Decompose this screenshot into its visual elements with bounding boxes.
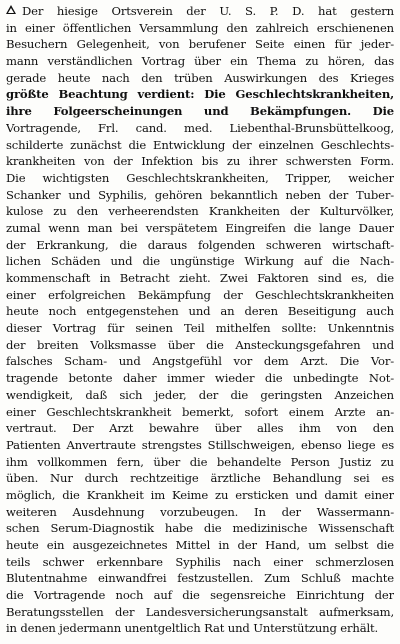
article-line-text: Patienten Anvertraute strengstes Stillschweigen, ebenso liege es xyxy=(6,437,394,452)
article-line-text: falsches Scham- und Angstgefühl vor dem Arzt. Die Vor- xyxy=(6,354,394,369)
article-line-text: heute noch entgegenstehen und an deren Beseitigung auch xyxy=(6,304,394,319)
article-line-text: dieser Vortrag für seinen Teil mithelfen sollte: Unkenntnis xyxy=(6,321,394,336)
article-line-text: Blutentnahme einwandfrei festzustellen. Zum Schluß machte xyxy=(6,571,394,586)
article-line xyxy=(6,170,394,187)
article-line-text: krankheiten von der Infektion bis zu ihrer schwersten Form. xyxy=(6,154,394,169)
article-line xyxy=(6,587,394,604)
article-line xyxy=(6,337,394,354)
article-line-text: größte Beachtung verdient: Die Geschlechtskrankheiten, xyxy=(6,87,394,102)
article-line xyxy=(6,487,394,504)
article-line xyxy=(6,253,394,270)
article-line xyxy=(6,53,394,70)
article-line-text: Schanker und Syphilis, gehören bekanntlich neben der Tuber- xyxy=(6,187,394,202)
article-line-text: in denen jedermann unentgeltlich Rat und Unterstützung erhält. xyxy=(6,621,379,636)
article-line xyxy=(6,404,394,421)
article-line xyxy=(6,454,394,471)
article-line-text: ihm vollkommen fern, über die behandelte Person Justiz zu xyxy=(6,454,394,469)
article-line-text: Besuchern Gelegenheit, von berufener Seite einen für jeder- xyxy=(6,37,394,52)
article-line-text: tragende betonte daher immer wieder die unbedingte Not- xyxy=(6,371,394,386)
article-line-text: heute ein ausgezeichnetes Mittel in der Hand, um selbst die xyxy=(6,538,394,552)
triangle-marker-icon xyxy=(6,5,16,14)
article-line xyxy=(6,620,394,637)
article-line-text: möglich, die Krankheit im Keime zu ersticken und damit einer xyxy=(6,487,394,502)
article-line xyxy=(6,370,394,387)
article-line xyxy=(6,287,394,304)
article-line xyxy=(6,537,394,554)
article-line xyxy=(6,570,394,587)
article-line-text: Die wichtigsten Geschlechtskrankheiten, Tripper, weicher xyxy=(6,170,394,185)
article-line-text: weiteren Ausdehnung vorzubeugen. In der Wassermann- xyxy=(6,504,394,519)
article-line-text: wendigkeit, daß sich jeder, der die geringsten Anzeichen xyxy=(6,387,394,402)
article-line-text: Beratungsstellen der Landesversicherungsanstalt aufmerksam, xyxy=(6,604,394,619)
article-line-text: einer erfolgreichen Bekämpfung der Geschlechtskrankheiten xyxy=(6,287,394,302)
article-line xyxy=(6,153,394,170)
article-line-text: gerade heute nach den trüben Auswirkungen des Krieges xyxy=(6,70,394,85)
article-line-text: kulose zu den verheerendsten Krankheiten der Kulturvölker, xyxy=(6,204,394,219)
article-line-text: zumal wenn man bei verspätetem Eingreifen die lange Dauer xyxy=(6,220,394,235)
article-line xyxy=(6,437,394,454)
article-line xyxy=(6,120,394,137)
article-line xyxy=(6,554,394,571)
article-line-text: üben. Nur durch rechtzeitige ärztliche Behandlung sei es xyxy=(6,471,394,486)
article-line-text: einer Geschlechtskrankheit bemerkt, sofort einem Arzte an- xyxy=(6,404,394,419)
article-line-text: in einer öffentlichen Versammlung den zahlreich erschienenen xyxy=(6,20,394,35)
article-line xyxy=(6,187,394,204)
article-line-text: Der hiesige Ortsverein der U. S. P. D. hat gestern xyxy=(22,4,394,18)
article-line xyxy=(6,36,394,53)
article-line xyxy=(6,303,394,320)
article-line-text: teils schwer erkennbare Syphilis nach einer schmerzlosen xyxy=(6,554,394,569)
article-line-text: schen Serum-Diagnostik habe die medizinische Wissenschaft xyxy=(6,521,394,536)
article-line xyxy=(6,237,394,254)
article-line xyxy=(6,470,394,487)
article-line xyxy=(6,420,394,437)
article-line xyxy=(6,270,394,287)
article-line xyxy=(6,3,394,20)
article-line xyxy=(6,70,394,87)
article-line-text: der breiten Volksmasse über die Ansteckungsgefahren und xyxy=(6,337,394,352)
article-line-text: lichen Schäden und die ungünstige Wirkung auf die Nach- xyxy=(6,254,394,269)
article-line xyxy=(6,103,394,120)
article-line xyxy=(6,86,394,103)
article-line xyxy=(6,203,394,220)
article-line xyxy=(6,387,394,404)
article-line-text: mann verständlichen Vortrag über ein Thema zu hören, das xyxy=(6,54,394,69)
article-line xyxy=(6,220,394,237)
article-line xyxy=(6,520,394,537)
article-line-text: vertraut. Der Arzt bewahre über alles ihm von den xyxy=(6,421,394,436)
article-body xyxy=(6,3,394,637)
article-line-text: Vortragende, Frl. cand. med. Liebenthal-Brunsbüttelkoog, xyxy=(6,120,394,135)
article-line-text: der Erkrankung, die daraus folgenden schweren wirtschaft- xyxy=(6,237,394,252)
article-line-text: ihre Folgeerscheinungen und Bekämpfungen. Die xyxy=(6,104,394,119)
article-line xyxy=(6,20,394,37)
article-line xyxy=(6,137,394,154)
article-line-text: die Vortragende noch auf die segensreiche Einrichtung der xyxy=(6,588,394,603)
article-line xyxy=(6,604,394,621)
article-line-text: kommenschaft in Betracht zieht. Zwei Faktoren sind es, die xyxy=(6,271,394,285)
article-line xyxy=(6,320,394,337)
article-line-text: schilderte zunächst die Entwicklung der einzelnen Geschlechts- xyxy=(6,137,394,152)
article-line xyxy=(6,504,394,521)
article-line xyxy=(6,353,394,370)
